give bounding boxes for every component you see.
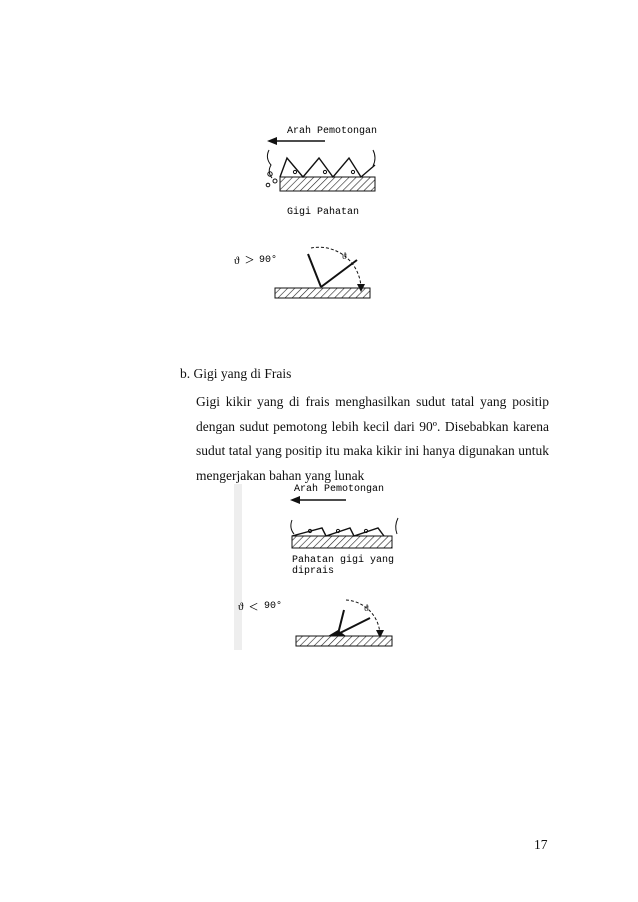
section-heading: b. Gigi yang di Frais [180, 366, 292, 381]
arc-label: ϑ [342, 251, 347, 261]
arc-label: ϑ [364, 603, 369, 613]
angle-relation: > [245, 252, 255, 269]
angle-value: 90° [259, 255, 278, 266]
figure-chisel-teeth [225, 110, 390, 310]
teeth-profile [291, 518, 398, 548]
tooth-label-line1: Pahatan gigi yang [292, 555, 395, 566]
arrow-label: Arah Pemotongan [287, 126, 378, 137]
cutting-angle-diagram [296, 600, 392, 646]
figure-milled-teeth [234, 478, 400, 650]
tooth-label-line2: diprais [292, 566, 335, 577]
page-number: 17 [534, 837, 548, 852]
arrow-label: Arah Pemotongan [294, 484, 385, 495]
angle-relation: < [249, 599, 259, 616]
cutting-direction-arrow-icon [267, 137, 325, 145]
tooth-label: Gigi Pahatan [287, 207, 360, 218]
angle-symbol: ϑ [238, 601, 244, 613]
scan-edge-shadow [234, 484, 242, 650]
angle-value: 90° [264, 601, 283, 612]
teeth-profile [266, 150, 375, 191]
cutting-direction-arrow-icon [290, 496, 346, 504]
section-paragraph: Gigi kikir yang di frais menghasilkan sudut tatal yang positip dengan sudut pemotong lebih kecil dari 90º. Disebabkan karena sudut tatal yang positip itu maka kikir ini hanya digunakan untuk mengerjakan bahan yang lunak [196, 394, 549, 483]
angle-symbol: ϑ [234, 255, 240, 267]
cutting-angle-diagram [275, 247, 370, 298]
